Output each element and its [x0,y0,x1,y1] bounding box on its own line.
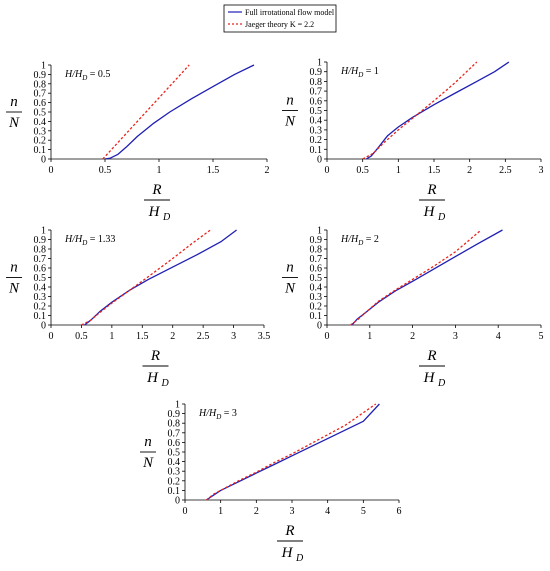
y-tick-label: 0.4 [309,115,322,127]
y-tick-label: 0.1 [167,485,180,497]
y-label-numerator: n [10,94,18,110]
y-tick-label: 0.1 [33,311,46,322]
x-label-numerator: R [152,182,162,198]
x-tick-label: 1 [109,331,115,342]
x-label-denominator: H [147,370,158,386]
y-tick-label: 0 [41,154,46,166]
legend-label-jaeger: Jaeger theory K = 2.2 [245,20,315,29]
y-tick-label: 0.8 [33,79,46,91]
x-tick-label: 3.5 [257,331,271,342]
x-label-numerator: R [427,348,437,364]
x-tick-label: 5 [360,506,366,517]
y-tick-label: 0.3 [33,126,46,138]
x-tick-label: 3 [231,331,237,342]
x-label-denominator: H [281,545,293,561]
x-label-subscript: D [438,378,446,389]
y-tick-label: 0.3 [33,292,46,303]
x-tick-label: 0 [48,331,54,342]
x-tick-label: 3 [538,165,544,176]
x-label-denominator: H [423,370,435,386]
y-tick-label: 0.4 [33,282,46,294]
y-label-numerator: n [144,434,152,450]
y-tick-label: 0.8 [167,418,180,430]
x-tick-label: 1.5 [206,165,220,176]
y-tick-label: 0.3 [309,125,322,137]
y-tick-label: 0.6 [309,263,322,275]
y-tick-label: 0.2 [309,135,322,147]
y-tick-label: 0.9 [33,69,46,81]
y-tick-label: 0.2 [33,301,46,313]
x-tick-label: 5 [538,331,544,342]
y-tick-label: 0.2 [309,301,322,313]
y-tick-label: 0.5 [309,273,322,284]
x-label-denominator: H [423,204,435,220]
y-tick-label: 0.6 [309,96,322,108]
y-tick-label: 1 [175,399,180,411]
y-tick-label: 0.3 [309,292,322,303]
chart-panel-4 [282,226,544,390]
x-tick-label: 0.5 [75,331,88,342]
x-label-denominator: H [148,204,160,220]
y-label-denominator: N [284,113,296,130]
y-tick-label: 0.5 [33,273,46,284]
y-label-denominator: N [284,280,296,297]
x-tick-label: 2.5 [499,165,512,176]
y-tick-label: 0.6 [33,263,46,275]
chart-panel-1 [6,61,270,224]
x-tick-label: 0 [182,506,188,517]
y-tick-label: 0.3 [167,466,180,478]
x-label-subscript: D [161,378,169,389]
legend-label-model: Full irrotational flow model [245,8,335,17]
y-tick-label: 0.9 [167,409,180,421]
x-tick-label: 6 [396,506,402,517]
panel-annotation: $H/H_D = 3$ [199,408,237,421]
y-tick-label: 1 [317,57,322,69]
y-tick-label: 1 [317,225,322,237]
y-tick-label: 0.2 [33,135,46,147]
x-tick-label: 1 [156,165,162,176]
series-line-jaeger [363,62,477,159]
y-label-denominator: N [8,280,20,297]
y-tick-label: 0.7 [309,86,322,98]
y-tick-label: 0.2 [167,476,180,488]
x-tick-label: 3 [289,506,295,517]
y-tick-label: 0.9 [33,235,46,246]
y-tick-label: 0.6 [167,437,180,449]
x-tick-label: 2 [410,331,416,342]
chart-panel-2 [282,58,544,224]
y-label-numerator: n [10,259,18,276]
x-tick-label: 3 [452,331,458,342]
y-tick-label: 0.9 [309,67,322,79]
y-tick-label: 0.7 [309,254,322,265]
x-label-numerator: R [150,348,161,364]
y-tick-label: 1 [41,60,46,72]
x-label-numerator: R [427,182,437,198]
x-tick-label: 0.5 [356,165,369,176]
y-tick-label: 0.1 [309,144,322,156]
x-tick-label: 2 [170,331,176,342]
x-tick-label: 0 [48,165,54,176]
y-label-denominator: N [142,455,154,471]
y-tick-label: 0.9 [309,235,322,246]
chart-panel-5 [140,400,402,565]
x-tick-label: 4 [495,331,501,342]
x-tick-label: 1.5 [427,165,441,176]
series-line-model [105,65,254,159]
y-tick-label: 0.1 [309,311,322,322]
y-tick-label: 0.5 [167,447,180,459]
y-label-denominator: N [8,115,20,131]
x-tick-label: 2 [467,165,473,176]
x-label-subscript: D [163,212,171,223]
legend [224,5,336,32]
y-tick-label: 0 [41,320,46,332]
y-tick-label: 0.6 [33,98,46,110]
y-tick-label: 0.1 [33,145,46,157]
x-tick-label: 0.5 [98,165,112,176]
x-label-numerator: R [285,523,295,539]
panels [6,58,544,565]
y-tick-label: 0.7 [33,254,46,265]
y-tick-label: 0.7 [167,428,180,440]
x-tick-label: 1.5 [136,331,149,342]
y-label-numerator: n [286,259,294,276]
y-label-numerator: n [286,92,294,109]
x-tick-label: 1 [367,331,373,342]
chart-panel-3 [6,226,270,390]
series-line-model [366,62,509,159]
x-tick-label: 0 [324,331,330,342]
x-label-subscript: D [296,553,304,564]
panel-annotation: $H/H_D = 2$ [341,234,379,247]
panel-annotation: $H/H_D = 1$ [341,66,379,79]
y-tick-label: 0.7 [33,88,46,100]
x-tick-label: 1 [395,165,401,176]
y-tick-label: 0.8 [309,244,322,256]
x-tick-label: 2.5 [196,331,210,342]
x-tick-label: 0 [324,165,330,176]
x-tick-label: 4 [325,506,331,517]
x-tick-label: 1 [218,506,224,517]
y-tick-label: 0.4 [309,282,322,294]
y-tick-label: 0.5 [33,107,46,119]
y-tick-label: 0.5 [309,106,322,117]
y-tick-label: 0.4 [167,457,180,469]
y-tick-label: 0 [317,154,322,166]
y-tick-label: 0.8 [33,244,46,256]
x-tick-label: 2 [253,506,259,517]
series-line-jaeger [103,65,189,159]
y-tick-label: 0 [317,320,322,332]
y-tick-label: 1 [41,225,46,237]
panel-annotation: $H/H_D = 1.33$ [65,234,116,247]
y-tick-label: 0.8 [309,76,322,88]
y-tick-label: 0 [175,495,180,507]
x-label-subscript: D [438,212,446,223]
panel-annotation: $H/H_D = 0.5$ [65,69,111,82]
x-tick-label: 2 [264,165,270,176]
y-tick-label: 0.4 [33,116,46,128]
